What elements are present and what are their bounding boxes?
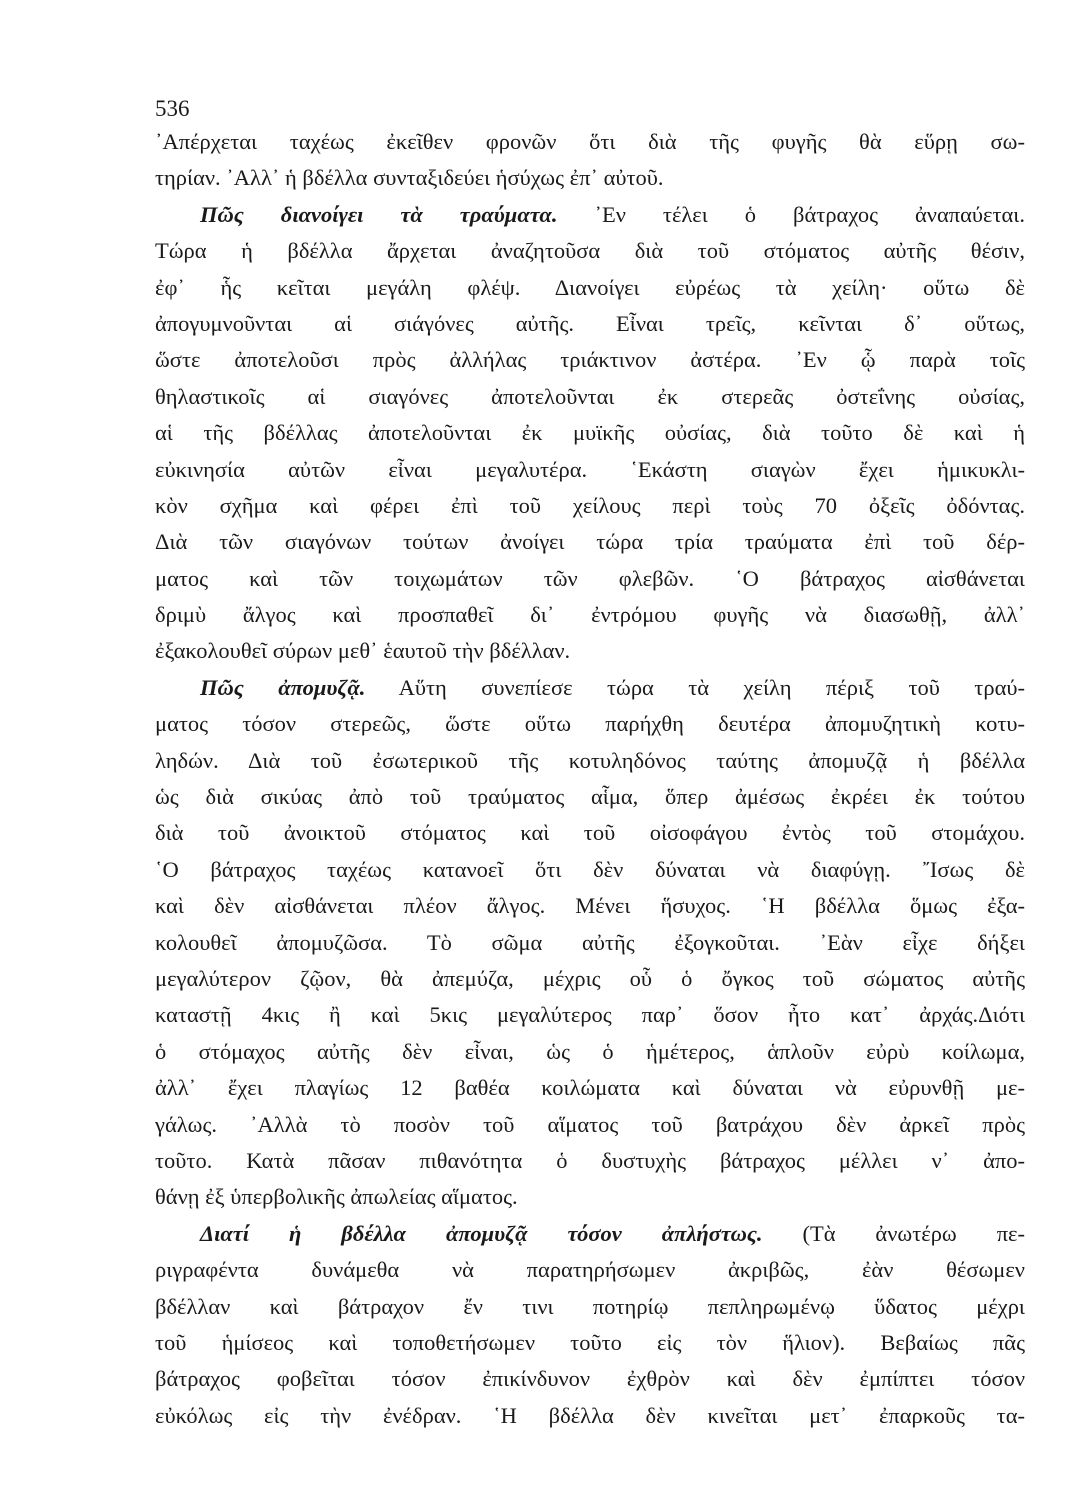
text-line [155, 124, 1025, 160]
line-text: καταστῇ 4κις ἢ καὶ 5κις μεγαλύτερος παρ᾿ ὅσον ἦτο κατ᾿ ἀρχάς.Διότι [155, 1002, 1025, 1028]
text-line [155, 597, 1025, 633]
line-text: τηρίαν. ᾿Αλλ᾿ ἡ βδέλλα συνταξιδεύει ἡσύχως ἐπ᾿ αὐτοῦ. [155, 165, 664, 191]
section-heading: Πῶς ἀπομυζᾷ. [200, 674, 366, 700]
text-line [155, 1143, 1025, 1179]
text-line [155, 1216, 1025, 1252]
text-line [155, 342, 1025, 378]
text-line [155, 815, 1025, 851]
line-text: Αὕτη συνεπίεσε τώρα τὰ χείλη πέριξ τοῦ τραύ- [365, 674, 1025, 700]
text-line [155, 488, 1025, 524]
text-line [155, 1289, 1025, 1325]
line-text: Τώρα ἡ βδέλλα ἄρχεται ἀναζητοῦσα διὰ τοῦ στόματος αὐτῆς θέσιν, [155, 238, 1025, 264]
text-line [155, 997, 1025, 1033]
text-line [155, 1325, 1025, 1361]
text-line [155, 306, 1025, 342]
line-text: κολουθεῖ ἀπομυζῶσα. Τὸ σῶμα αὐτῆς ἐξογκοῦται. ᾿Εὰν εἶχε δήξει [155, 929, 1025, 955]
line-text: (Τὰ ἀνωτέρω πε- [762, 1220, 1025, 1246]
section-heading: Πῶς διανοίγει τὰ τραύματα. [200, 201, 558, 227]
text-line [155, 452, 1025, 488]
line-text: θηλαστικοῖς αἱ σιαγόνες ἀποτελοῦνται ἐκ στερεᾶς ὀστεΐνης οὐσίας, [155, 383, 1025, 409]
text-line [155, 852, 1025, 888]
line-text: βάτραχος φοβεῖται τόσον ἐπικίνδυνον ἐχθρὸν καὶ δὲν ἐμπίπτει τόσον [155, 1366, 1025, 1392]
line-text: ὡς διὰ σικύας ἀπὸ τοῦ τραύματος αἷμα, ὅπερ ἀμέσως ἐκρέει ἐκ τούτου [155, 784, 1025, 810]
text-line [155, 1107, 1025, 1143]
line-text: αἱ τῆς βδέλλας ἀποτελοῦνται ἐκ μυϊκῆς οὐσίας, διὰ τοῦτο δὲ καὶ ἡ [155, 420, 1025, 446]
line-text: ἀλλ᾿ ἔχει πλαγίως 12 βαθέα κοιλώματα καὶ δύναται νὰ εὐρυνθῇ με- [155, 1075, 1025, 1101]
line-text: ἐξακολουθεῖ σύρων μεθ᾿ ἑαυτοῦ τὴν βδέλλαν. [155, 638, 571, 664]
text-line [155, 633, 1025, 669]
line-text: μεγαλύτερον ζῷον, θὰ ἀπεμύζα, μέχρις οὗ ὁ ὄγκος τοῦ σώματος αὐτῆς [155, 965, 1025, 991]
text-line [155, 1179, 1025, 1215]
text-line [155, 197, 1025, 233]
text-line [155, 415, 1025, 451]
line-text: τοῦ ἡμίσεος καὶ τοποθετήσωμεν τοῦτο εἰς τὸν ἥλιον). Βεβαίως πᾶς [155, 1329, 1025, 1355]
line-text: ματος καὶ τῶν τοιχωμάτων τῶν φλεβῶν. ῾Ο βάτραχος αἰσθάνεται [155, 565, 1025, 591]
text-line [155, 961, 1025, 997]
line-text: δριμὺ ἄλγος καὶ προσπαθεῖ δι᾿ ἐντρόμου φυγῆς νὰ διασωθῇ, ἀλλ᾿ [155, 602, 1025, 628]
text-line [155, 524, 1025, 560]
line-text: εὐκινησία αὐτῶν εἶναι μεγαλυτέρα. ῾Εκάστη σιαγὼν ἔχει ἡμικυκλι- [155, 456, 1025, 482]
line-text: ὥστε ἀποτελοῦσι πρὸς ἀλλήλας τριάκτινον ἀστέρα. ᾿Εν ᾧ παρὰ τοῖς [155, 347, 1025, 373]
text-line [155, 233, 1025, 269]
line-text: ὁ στόμαχος αὐτῆς δὲν εἶναι, ὡς ὁ ἡμέτερος, ἁπλοῦν εὐρὺ κοίλωμα, [155, 1038, 1025, 1064]
line-text: βδέλλαν καὶ βάτραχον ἔν τινι ποτηρίῳ πεπληρωμένῳ ὕδατος μέχρι [155, 1293, 1025, 1319]
text-line [155, 1070, 1025, 1106]
text-line [155, 779, 1025, 815]
text-line [155, 160, 1025, 196]
line-text: Διὰ τῶν σιαγόνων τούτων ἀνοίγει τώρα τρία τραύματα ἐπὶ τοῦ δέρ- [155, 529, 1025, 555]
line-text: ἀπογυμνοῦνται αἱ σιάγόνες αὐτῆς. Εἶναι τρεῖς, κεῖνται δ᾿ οὕτως, [155, 310, 1025, 336]
text-line [155, 706, 1025, 742]
text-line [155, 270, 1025, 306]
line-text: τοῦτο. Κατὰ πᾶσαν πιθανότητα ὁ δυστυχὴς βάτραχος μέλλει ν᾿ ἀπο- [155, 1147, 1025, 1173]
line-text: κὸν σχῆμα καὶ φέρει ἐπὶ τοῦ χείλους περὶ τοὺς 70 ὀξεῖς ὀδόντας. [155, 492, 1025, 518]
line-text: γάλως. ᾿Αλλὰ τὸ ποσὸν τοῦ αἵματος τοῦ βατράχου δὲν ἀρκεῖ πρὸς [155, 1111, 1025, 1137]
text-line [155, 670, 1025, 706]
line-text: ματος τόσον στερεῶς, ὥστε οὕτω παρήχθη δευτέρα ἀπομυζητικὴ κοτυ- [155, 711, 1025, 737]
text-line [155, 888, 1025, 924]
line-text: διὰ τοῦ ἀνοικτοῦ στόματος καὶ τοῦ οἰσοφάγου ἐντὸς τοῦ στομάχου. [155, 820, 1025, 846]
text-line [155, 925, 1025, 961]
line-text: εὐκόλως εἰς τὴν ἐνέδραν. ῾Η βδέλλα δὲν κινεῖται μετ᾿ ἐπαρκοῦς τα- [155, 1402, 1025, 1428]
line-text: ληδών. Διὰ τοῦ ἐσωτερικοῦ τῆς κοτυληδόνος ταύτης ἀπομυζᾷ ἡ βδέλλα [155, 747, 1025, 773]
text-line [155, 1252, 1025, 1288]
line-text: καὶ δὲν αἰσθάνεται πλέον ἄλγος. Μένει ἥσυχος. ῾Η βδέλλα ὅμως ἐξα- [155, 893, 1025, 919]
text-line [155, 743, 1025, 779]
line-text: ᾿Απέρχεται ταχέως ἐκεῖθεν φρονῶν ὅτι διὰ τῆς φυγῆς θὰ εὕρῃ σω- [155, 129, 1025, 154]
text-line [155, 1034, 1025, 1070]
body-text [155, 124, 1025, 1434]
text-line [155, 379, 1025, 415]
section-heading: Διατί ἡ βδέλλα ἀπομυζᾷ τόσον ἀπλήστως. [200, 1220, 763, 1246]
line-text: ριγραφέντα δυνάμεθα νὰ παρατηρήσωμεν ἀκριβῶς, ἐὰν θέσωμεν [155, 1257, 1025, 1283]
line-text: ᾿Εν τέλει ὁ βάτραχος ἀναπαύεται. [557, 201, 1025, 227]
text-line [155, 1361, 1025, 1397]
line-text: ῾Ο βάτραχος ταχέως κατανοεῖ ὅτι δὲν δύναται νὰ διαφύγῃ. ῎Ισως δὲ [155, 856, 1025, 882]
text-line [155, 1398, 1025, 1434]
page-number: 536 [155, 96, 190, 121]
line-text: θάνῃ ἐξ ὑπερβολικῆς ἀπωλείας αἵματος. [155, 1184, 518, 1210]
line-text: ἐφ᾿ ἧς κεῖται μεγάλη φλέψ. Διανοίγει εὐρέως τὰ χείλη· οὕτω δὲ [155, 274, 1025, 300]
text-line [155, 561, 1025, 597]
